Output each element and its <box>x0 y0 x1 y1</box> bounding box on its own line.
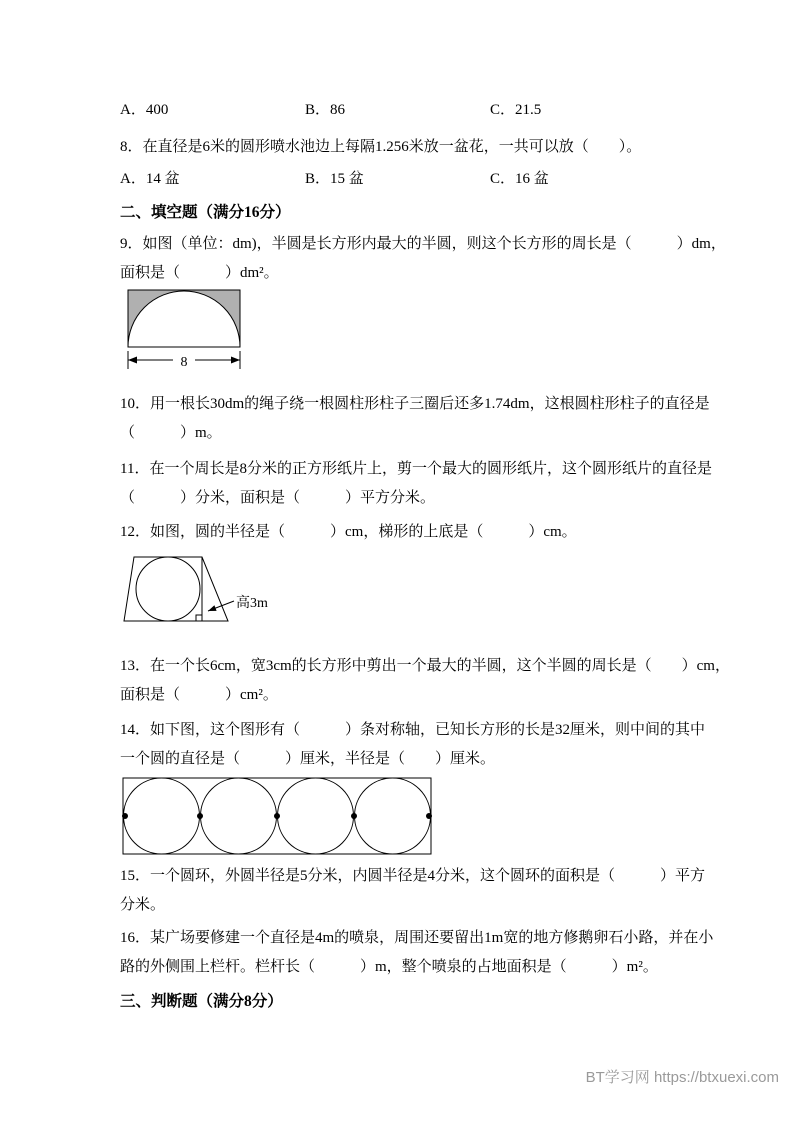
q8-options-row <box>120 165 680 194</box>
question-10-line-2: （ ）m。 <box>120 425 222 441</box>
q14-dot-left-edge <box>122 813 128 819</box>
question-9-line-2: 面积是（ ）dm²。 <box>120 265 279 281</box>
q14-circle-1 <box>124 778 200 854</box>
question-9-line-1: 9．如图（单位：dm)，半圆是长方形内最大的半圆，则这个长方形的周长是（ ）dm， <box>120 236 726 252</box>
q12-height-label: 高3m <box>236 596 268 611</box>
section-title-judge: 三、判断题（满分8分） <box>120 993 283 1010</box>
question-15-line-1: 15．一个圆环，外圆半径是5分米，内圆半径是4分米，这个圆环的面积是（ ）平方 <box>120 868 706 884</box>
q9-dimension-label: 8 <box>180 355 188 370</box>
q12-figure-circle-in-trapezoid <box>120 551 290 643</box>
q9-figure-semicircle-in-rectangle <box>125 289 245 373</box>
q12-trapezoid <box>124 557 228 621</box>
question-15-line-2: 分米。 <box>120 897 166 913</box>
question-11-line-1: 11．在一个周长是8分米的正方形纸片上，剪一个最大的圆形纸片，这个圆形纸片的直径是 <box>120 461 712 477</box>
q14-dot-tangent-1 <box>197 813 203 819</box>
question-16-line-2: 路的外侧围上栏杆。栏杆长（ ）m，整个喷泉的占地面积是（ ）m²。 <box>120 959 658 975</box>
q14-circle-4 <box>355 778 431 854</box>
q14-dot-tangent-2 <box>274 813 280 819</box>
question-10-line-1: 10．用一根长30dm的绳子绕一根圆柱形柱子三圈后还多1.74dm，这根圆柱形柱子的直径是 <box>120 396 710 412</box>
q8-option-b: B．15 盆 <box>305 171 364 187</box>
q7-option-b: B．86 <box>305 102 346 118</box>
q14-figure-circles-in-rectangle <box>122 777 432 855</box>
question-14-line-2: 一个圆的直径是（ ）厘米，半径是（ ）厘米。 <box>120 751 496 767</box>
q7-options-row <box>120 96 680 125</box>
section-title-fill-in: 二、填空题（满分16分） <box>120 204 291 221</box>
question-13-line-2: 面积是（ ）cm²。 <box>120 687 278 703</box>
question-14-line-1: 14．如下图，这个图形有（ ）条对称轴，已知长方形的长是32厘米，则中间的其中 <box>120 722 706 738</box>
q12-right-angle-mark <box>196 615 202 621</box>
q7-option-c: C．21.5 <box>490 102 542 118</box>
question-12-text: 12．如图，圆的半径是（ ）cm，梯形的上底是（ ）cm。 <box>120 524 577 540</box>
q14-circle-2 <box>201 778 277 854</box>
question-8-text: 8．在直径是6米的圆形喷水池边上每隔1.256米放一盆花，一共可以放（ ）。 <box>120 139 642 155</box>
q8-option-c: C．16 盆 <box>490 171 549 187</box>
q14-dot-tangent-3 <box>351 813 357 819</box>
q9-arrow-left-icon <box>128 357 137 364</box>
question-13-line-1: 13．在一个长6cm，宽3cm的长方形中剪出一个最大的半圆，这个半圆的周长是（ ）cm， <box>120 658 730 674</box>
q9-arrow-right-icon <box>231 357 240 364</box>
question-16-line-1: 16．某广场要修建一个直径是4m的喷泉，周围还要留出1m宽的地方修鹅卵石小路，并在小 <box>120 930 714 946</box>
footer-watermark: BT学习网 https://btxuexi.com <box>585 1069 779 1086</box>
q12-circle <box>136 557 200 621</box>
q12-label-arrowhead-icon <box>208 605 217 611</box>
q14-circle-3 <box>278 778 354 854</box>
q14-dot-right-edge <box>426 813 432 819</box>
q7-option-a: A．400 <box>120 102 169 118</box>
question-11-line-2: （ ）分米，面积是（ ）平方分米。 <box>120 490 436 506</box>
q8-option-a: A．14 盆 <box>120 171 180 187</box>
exam-content <box>120 96 730 1016</box>
